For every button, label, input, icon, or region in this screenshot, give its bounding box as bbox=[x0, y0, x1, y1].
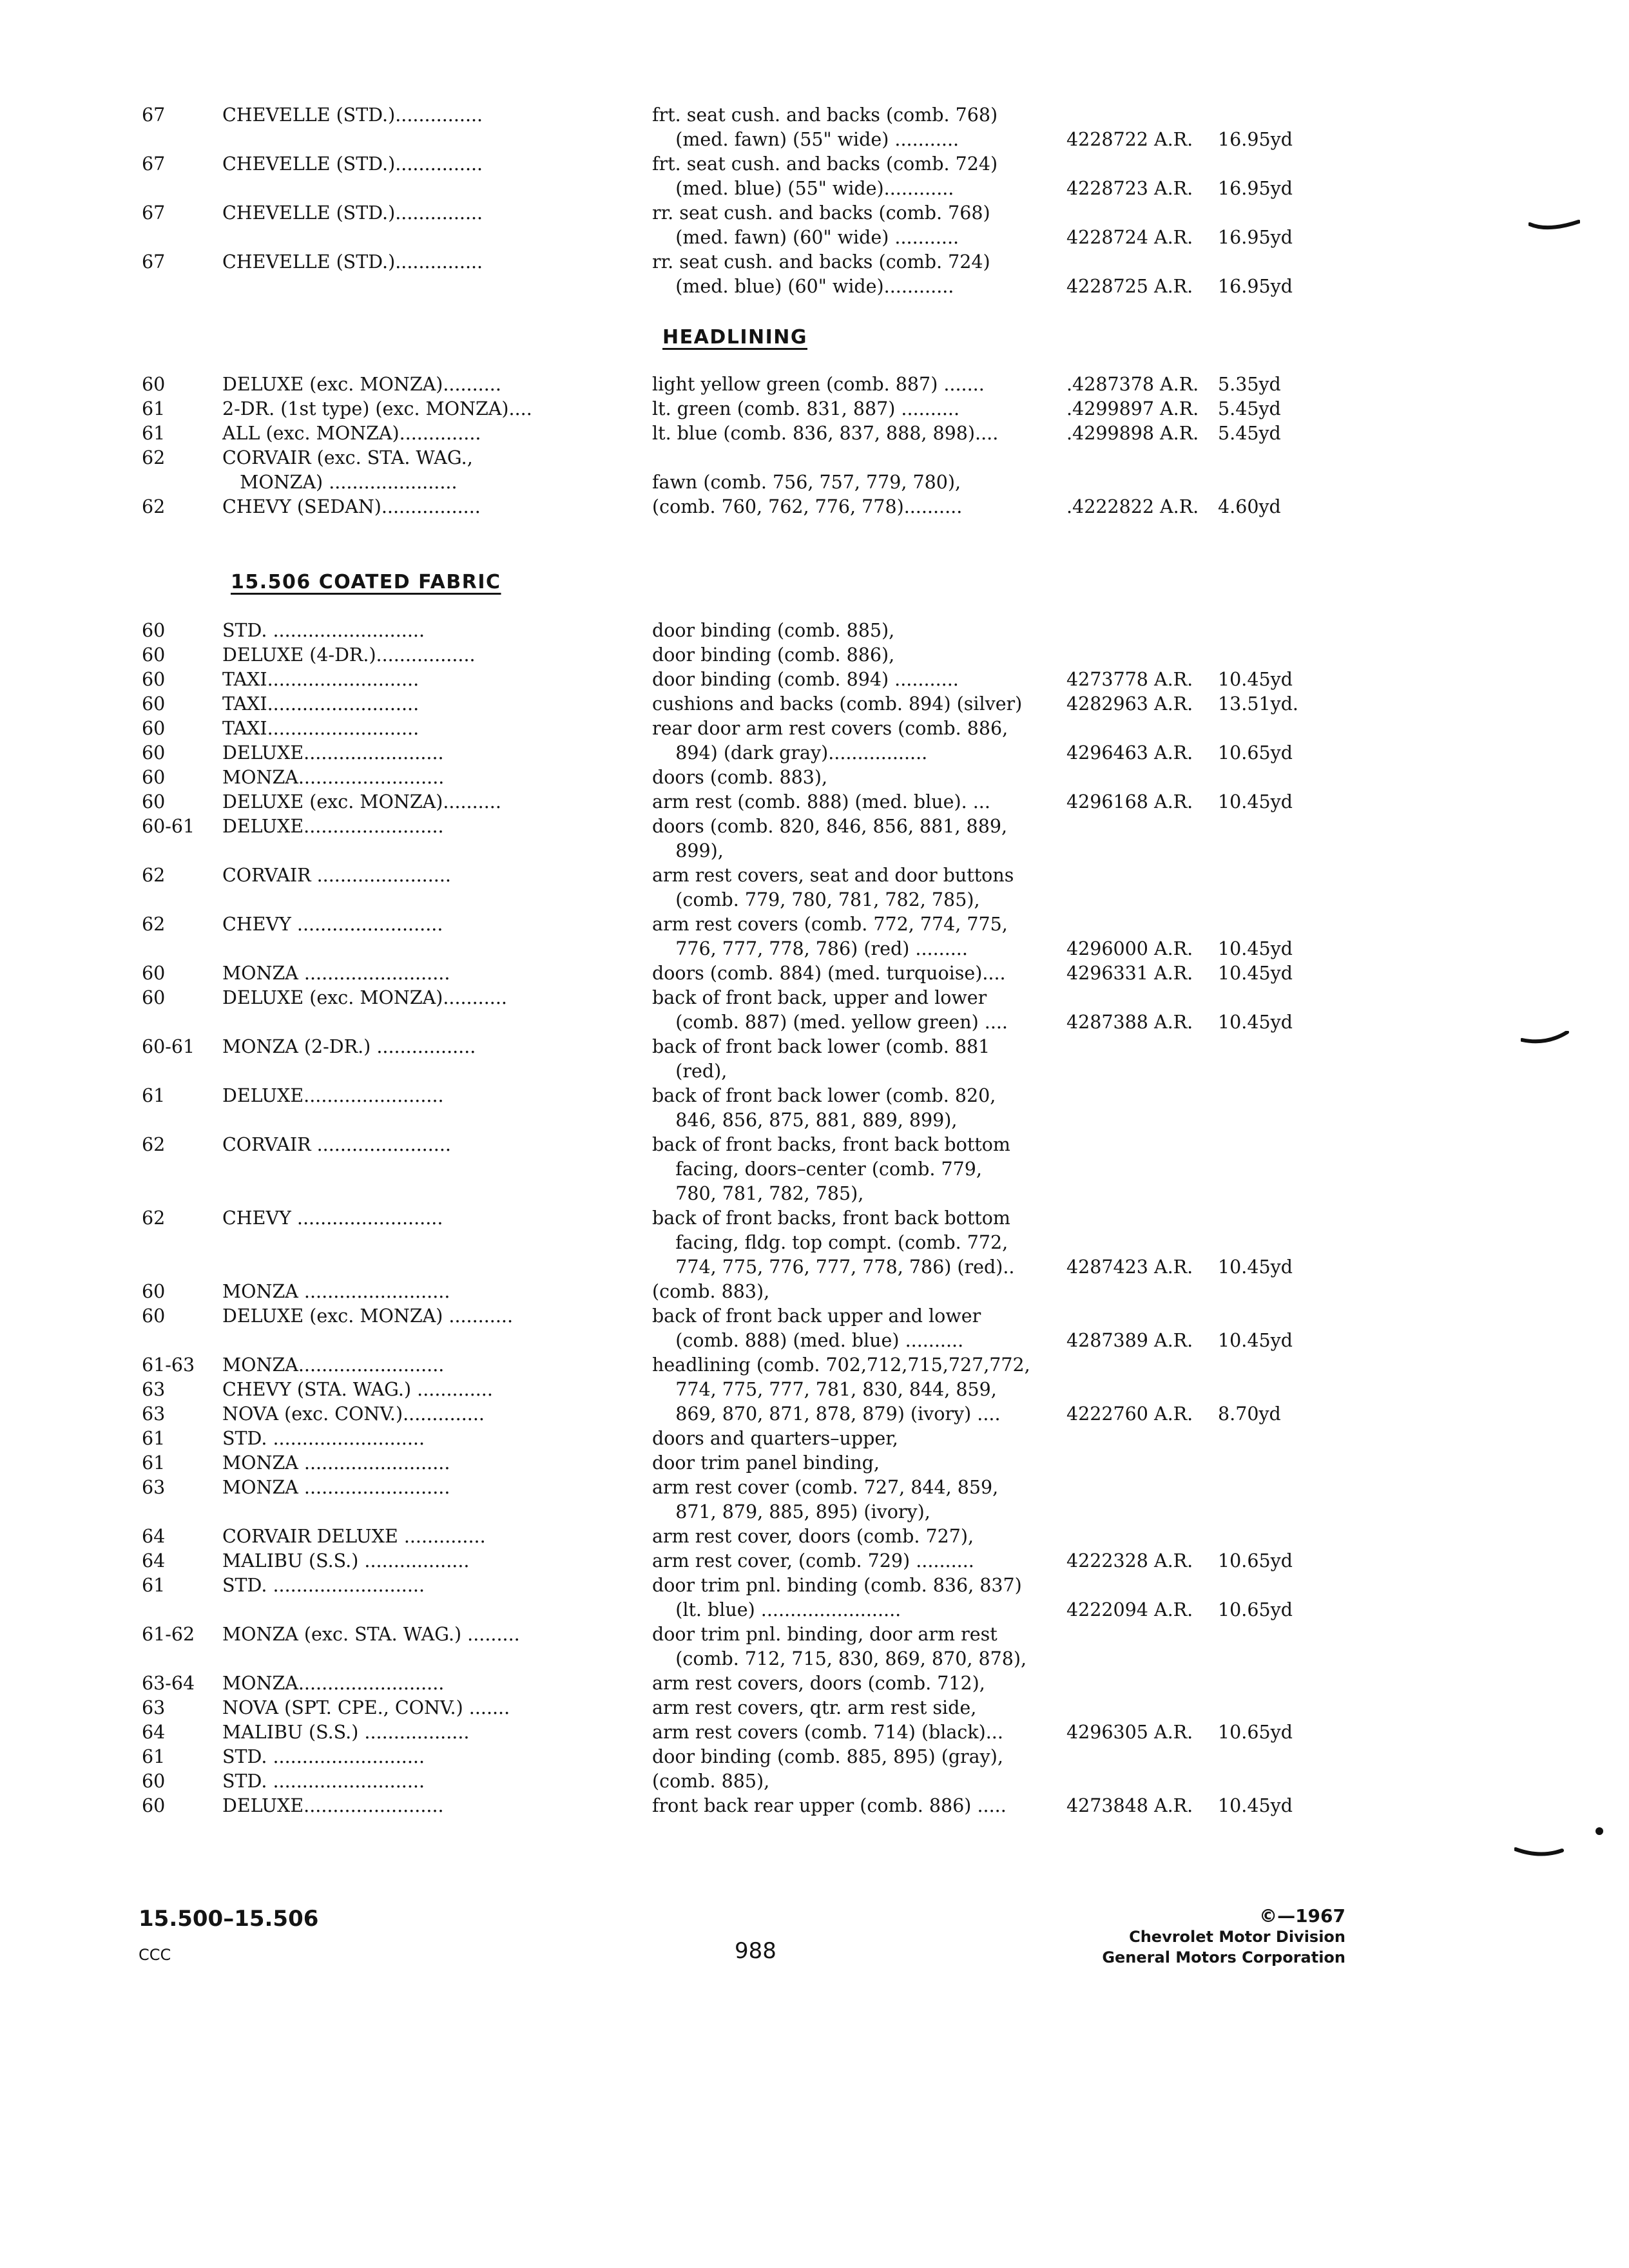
price-cell: 8.70yd bbox=[1218, 1403, 1281, 1425]
part-number-cell: .4222822 A.R. bbox=[1066, 496, 1199, 517]
description-cell: door trim pnl. binding (comb. 836, 837) bbox=[652, 1575, 1022, 1596]
model-cell: CORVAIR ....................... bbox=[222, 1134, 451, 1155]
year-cell: 60 bbox=[142, 374, 166, 395]
model-cell: TAXI.......................... bbox=[222, 693, 419, 715]
model-cell: STD. .......................... bbox=[222, 620, 425, 641]
description-cell: lt. blue (comb. 836, 837, 888, 898).... bbox=[652, 423, 999, 444]
price-cell: 5.35yd bbox=[1218, 374, 1281, 395]
description-cell: (lt. blue) ........................ bbox=[652, 1599, 901, 1620]
year-cell: 64 bbox=[142, 1526, 166, 1547]
description-cell: rr. seat cush. and backs (comb. 724) bbox=[652, 251, 990, 273]
description-cell: rr. seat cush. and backs (comb. 768) bbox=[652, 202, 990, 224]
price-cell: 5.45yd bbox=[1218, 423, 1281, 444]
price-cell: 10.65yd bbox=[1218, 1599, 1293, 1620]
description-cell: (comb. 760, 762, 776, 778).......... bbox=[652, 496, 963, 517]
year-cell: 63 bbox=[142, 1697, 166, 1718]
description-cell: 776, 777, 778, 786) (red) ......... bbox=[652, 938, 968, 959]
year-cell: 63 bbox=[142, 1379, 166, 1400]
catalog-code: CCC bbox=[139, 1946, 171, 1964]
description-cell: 846, 856, 875, 881, 889, 899), bbox=[652, 1110, 958, 1131]
description-cell: facing, doors–center (comb. 779, bbox=[652, 1158, 982, 1180]
description-cell: (comb. 883), bbox=[652, 1281, 770, 1302]
description-cell: front back rear upper (comb. 886) ..... bbox=[652, 1795, 1007, 1816]
description-cell: back of front backs, front back bottom bbox=[652, 1207, 1010, 1229]
price-cell: 10.65yd bbox=[1218, 1722, 1293, 1743]
year-cell: 60 bbox=[142, 669, 166, 690]
description-cell: door trim panel binding, bbox=[652, 1452, 880, 1474]
year-cell: 62 bbox=[142, 1207, 166, 1229]
description-cell: (comb. 888) (med. blue) .......... bbox=[652, 1330, 964, 1351]
price-cell: 13.51yd. bbox=[1218, 693, 1298, 715]
price-cell: 16.95yd bbox=[1218, 129, 1293, 150]
part-number-cell: 4273848 A.R. bbox=[1066, 1795, 1193, 1816]
description-cell: door binding (comb. 894) ........... bbox=[652, 669, 959, 690]
description-cell: (comb. 885), bbox=[652, 1771, 770, 1792]
year-cell: 61-62 bbox=[142, 1624, 195, 1645]
description-cell: 774, 775, 776, 777, 778, 786) (red).. bbox=[652, 1256, 1015, 1278]
part-number-cell: .4287378 A.R. bbox=[1066, 374, 1199, 395]
year-cell: 60 bbox=[142, 1281, 166, 1302]
model-cell: NOVA (exc. CONV.).............. bbox=[222, 1403, 485, 1425]
model-cell: MONZA (2-DR.) ................. bbox=[222, 1036, 476, 1057]
part-number-cell: 4287423 A.R. bbox=[1066, 1256, 1193, 1278]
year-cell: 60 bbox=[142, 791, 166, 812]
description-cell: arm rest covers, qtr. arm rest side, bbox=[652, 1697, 977, 1718]
scan-mark bbox=[1521, 1031, 1572, 1046]
description-cell: (red), bbox=[652, 1061, 728, 1082]
model-cell: DELUXE........................ bbox=[222, 1085, 444, 1106]
description-cell: (med. blue) (60" wide)............ bbox=[652, 276, 954, 297]
page-number: 988 bbox=[735, 1938, 776, 1964]
description-cell: doors (comb. 820, 846, 856, 881, 889, bbox=[652, 816, 1008, 837]
year-cell: 61 bbox=[142, 1746, 166, 1767]
corporation-name: General Motors Corporation bbox=[1102, 1948, 1345, 1966]
model-cell: STD. .......................... bbox=[222, 1771, 425, 1792]
model-cell: MONZA ......................... bbox=[222, 1477, 450, 1498]
description-cell: cushions and backs (comb. 894) (silver) bbox=[652, 693, 1023, 715]
price-cell: 10.45yd bbox=[1218, 938, 1293, 959]
description-cell: arm rest cover, doors (comb. 727), bbox=[652, 1526, 974, 1547]
year-cell: 61 bbox=[142, 1575, 166, 1596]
year-cell: 61 bbox=[142, 1428, 166, 1449]
copyright-year: ©—1967 bbox=[1259, 1905, 1345, 1927]
model-cell: STD. .......................... bbox=[222, 1428, 425, 1449]
description-cell: arm rest cover (comb. 727, 844, 859, bbox=[652, 1477, 999, 1498]
year-cell: 62 bbox=[142, 914, 166, 935]
description-cell: door binding (comb. 885, 895) (gray), bbox=[652, 1746, 1003, 1767]
model-cell: TAXI.......................... bbox=[222, 718, 419, 739]
model-cell: MONZA......................... bbox=[222, 767, 445, 788]
model-cell: MONZA) ...................... bbox=[222, 472, 458, 493]
year-cell: 60 bbox=[142, 963, 166, 984]
model-cell: CORVAIR DELUXE .............. bbox=[222, 1526, 486, 1547]
model-cell: CHEVY (SEDAN)................. bbox=[222, 496, 481, 517]
model-cell: MONZA ......................... bbox=[222, 963, 450, 984]
description-cell: light yellow green (comb. 887) ....... bbox=[652, 374, 985, 395]
model-cell: DELUXE........................ bbox=[222, 742, 444, 764]
price-cell: 16.95yd bbox=[1218, 276, 1293, 297]
description-cell: arm rest (comb. 888) (med. blue). ... bbox=[652, 791, 990, 812]
year-cell: 61-63 bbox=[142, 1354, 195, 1376]
part-number-cell: 4296331 A.R. bbox=[1066, 963, 1193, 984]
model-cell: STD. .......................... bbox=[222, 1746, 425, 1767]
model-cell: MALIBU (S.S.) .................. bbox=[222, 1722, 470, 1743]
description-cell: (med. blue) (55" wide)............ bbox=[652, 178, 954, 199]
description-cell: (med. fawn) (55" wide) ........... bbox=[652, 129, 959, 150]
part-number-cell: 4222328 A.R. bbox=[1066, 1550, 1193, 1571]
description-cell: 774, 775, 777, 781, 830, 844, 859, bbox=[652, 1379, 997, 1400]
part-number-cell: 4222760 A.R. bbox=[1066, 1403, 1193, 1425]
year-cell: 62 bbox=[142, 1134, 166, 1155]
description-cell: headlining (comb. 702,712,715,727,772, bbox=[652, 1354, 1030, 1376]
price-cell: 16.95yd bbox=[1218, 227, 1293, 248]
part-number-cell: 4228723 A.R. bbox=[1066, 178, 1193, 199]
year-cell: 60 bbox=[142, 1305, 166, 1327]
scan-mark bbox=[1514, 1844, 1566, 1860]
year-cell: 60 bbox=[142, 718, 166, 739]
year-cell: 61 bbox=[142, 423, 166, 444]
price-cell: 10.45yd bbox=[1218, 669, 1293, 690]
part-number-cell: 4287388 A.R. bbox=[1066, 1012, 1193, 1033]
year-cell: 62 bbox=[142, 496, 166, 517]
year-cell: 60 bbox=[142, 1795, 166, 1816]
part-number-cell: 4273778 A.R. bbox=[1066, 669, 1193, 690]
description-cell: arm rest covers (comb. 714) (black)... bbox=[652, 1722, 1003, 1743]
year-cell: 60 bbox=[142, 742, 166, 764]
part-number-cell: 4296463 A.R. bbox=[1066, 742, 1193, 764]
description-cell: arm rest covers (comb. 772, 774, 775, bbox=[652, 914, 1008, 935]
price-cell: 10.45yd bbox=[1218, 963, 1293, 984]
description-cell: 894) (dark gray)................. bbox=[652, 742, 928, 764]
price-cell: 10.65yd bbox=[1218, 1550, 1293, 1571]
description-cell: (comb. 887) (med. yellow green) .... bbox=[652, 1012, 1008, 1033]
year-cell: 63 bbox=[142, 1403, 166, 1425]
price-cell: 5.45yd bbox=[1218, 398, 1281, 419]
model-cell: DELUXE........................ bbox=[222, 816, 444, 837]
price-cell: 4.60yd bbox=[1218, 496, 1281, 517]
description-cell: (comb. 712, 715, 830, 869, 870, 878), bbox=[652, 1648, 1027, 1669]
description-cell: (med. fawn) (60" wide) ........... bbox=[652, 227, 959, 248]
model-cell: CORVAIR ....................... bbox=[222, 865, 451, 886]
description-cell: 869, 870, 871, 878, 879) (ivory) .... bbox=[652, 1403, 1001, 1425]
year-cell: 61 bbox=[142, 1085, 166, 1106]
model-cell: CORVAIR (exc. STA. WAG., bbox=[222, 447, 473, 468]
model-cell: DELUXE (exc. MONZA).......... bbox=[222, 374, 501, 395]
section-range: 15.500–15.506 bbox=[139, 1906, 319, 1932]
model-cell: TAXI.......................... bbox=[222, 669, 419, 690]
description-cell: door binding (comb. 885), bbox=[652, 620, 895, 641]
part-number-cell: 4228724 A.R. bbox=[1066, 227, 1193, 248]
model-cell: MONZA......................... bbox=[222, 1354, 445, 1376]
description-cell: back of front backs, front back bottom bbox=[652, 1134, 1010, 1155]
description-cell: (comb. 779, 780, 781, 782, 785), bbox=[652, 889, 980, 910]
description-cell: facing, fldg. top compt. (comb. 772, bbox=[652, 1232, 1008, 1253]
description-cell: arm rest cover, (comb. 729) .......... bbox=[652, 1550, 974, 1571]
part-number-cell: 4296168 A.R. bbox=[1066, 791, 1193, 812]
model-cell: CHEVY ......................... bbox=[222, 1207, 443, 1229]
part-number-cell: 4282963 A.R. bbox=[1066, 693, 1193, 715]
year-cell: 60 bbox=[142, 644, 166, 666]
description-cell: 871, 879, 885, 895) (ivory), bbox=[652, 1501, 930, 1523]
model-cell: 2-DR. (1st type) (exc. MONZA).... bbox=[222, 398, 532, 419]
model-cell: NOVA (SPT. CPE., CONV.) ....... bbox=[222, 1697, 510, 1718]
model-cell: CHEVELLE (STD.)............... bbox=[222, 153, 483, 175]
part-number-cell: 4296000 A.R. bbox=[1066, 938, 1193, 959]
model-cell: MONZA ......................... bbox=[222, 1281, 450, 1302]
price-cell: 10.45yd bbox=[1218, 1330, 1293, 1351]
model-cell: MALIBU (S.S.) .................. bbox=[222, 1550, 470, 1571]
price-cell: 10.45yd bbox=[1218, 791, 1293, 812]
description-cell: fawn (comb. 756, 757, 779, 780), bbox=[652, 472, 961, 493]
year-cell: 67 bbox=[142, 104, 166, 126]
description-cell: lt. green (comb. 831, 887) .......... bbox=[652, 398, 960, 419]
year-cell: 60-61 bbox=[142, 816, 195, 837]
model-cell: STD. .......................... bbox=[222, 1575, 425, 1596]
description-cell: doors (comb. 883), bbox=[652, 767, 828, 788]
description-cell: rear door arm rest covers (comb. 886, bbox=[652, 718, 1008, 739]
scan-mark bbox=[1528, 218, 1580, 233]
division-name: Chevrolet Motor Division bbox=[1129, 1928, 1345, 1946]
part-number-cell: 4287389 A.R. bbox=[1066, 1330, 1193, 1351]
model-cell: MONZA......................... bbox=[222, 1673, 445, 1694]
description-cell: door binding (comb. 886), bbox=[652, 644, 895, 666]
price-cell: 16.95yd bbox=[1218, 178, 1293, 199]
year-cell: 67 bbox=[142, 153, 166, 175]
description-cell: arm rest covers, seat and door buttons bbox=[652, 865, 1014, 886]
part-number-cell: 4296305 A.R. bbox=[1066, 1722, 1193, 1743]
headlining-heading: HEADLINING bbox=[662, 326, 807, 349]
description-cell: doors and quarters–upper, bbox=[652, 1428, 898, 1449]
year-cell: 62 bbox=[142, 865, 166, 886]
year-cell: 63-64 bbox=[142, 1673, 195, 1694]
year-cell: 61 bbox=[142, 1452, 166, 1474]
model-cell: CHEVY (STA. WAG.) ............. bbox=[222, 1379, 493, 1400]
year-cell: 60 bbox=[142, 693, 166, 715]
year-cell: 60 bbox=[142, 767, 166, 788]
description-cell: back of front back, upper and lower bbox=[652, 987, 987, 1008]
year-cell: 64 bbox=[142, 1550, 166, 1571]
part-number-cell: 4222094 A.R. bbox=[1066, 1599, 1193, 1620]
description-cell: back of front back lower (comb. 820, bbox=[652, 1085, 996, 1106]
year-cell: 60-61 bbox=[142, 1036, 195, 1057]
scan-dot bbox=[1592, 1823, 1607, 1839]
model-cell: CHEVY ......................... bbox=[222, 914, 443, 935]
description-cell: doors (comb. 884) (med. turquoise).... bbox=[652, 963, 1006, 984]
coated-fabric-heading: 15.506 COATED FABRIC bbox=[231, 571, 501, 593]
year-cell: 67 bbox=[142, 202, 166, 224]
model-cell: DELUXE (exc. MONZA) ........... bbox=[222, 1305, 514, 1327]
year-cell: 63 bbox=[142, 1477, 166, 1498]
price-cell: 10.45yd bbox=[1218, 1256, 1293, 1278]
part-number-cell: 4228725 A.R. bbox=[1066, 276, 1193, 297]
description-cell: 899), bbox=[652, 840, 724, 861]
year-cell: 62 bbox=[142, 447, 166, 468]
model-cell: ALL (exc. MONZA).............. bbox=[222, 423, 481, 444]
year-cell: 60 bbox=[142, 1771, 166, 1792]
description-cell: frt. seat cush. and backs (comb. 768) bbox=[652, 104, 998, 126]
year-cell: 61 bbox=[142, 398, 166, 419]
model-cell: CHEVELLE (STD.)............... bbox=[222, 202, 483, 224]
description-cell: door trim pnl. binding, door arm rest bbox=[652, 1624, 998, 1645]
part-number-cell: .4299898 A.R. bbox=[1066, 423, 1199, 444]
price-cell: 10.45yd bbox=[1218, 1795, 1293, 1816]
model-cell: CHEVELLE (STD.)............... bbox=[222, 104, 483, 126]
year-cell: 60 bbox=[142, 620, 166, 641]
description-cell: frt. seat cush. and backs (comb. 724) bbox=[652, 153, 998, 175]
year-cell: 67 bbox=[142, 251, 166, 273]
part-number-cell: .4299897 A.R. bbox=[1066, 398, 1199, 419]
year-cell: 60 bbox=[142, 987, 166, 1008]
description-cell: back of front back lower (comb. 881 bbox=[652, 1036, 990, 1057]
year-cell: 64 bbox=[142, 1722, 166, 1743]
description-cell: 780, 781, 782, 785), bbox=[652, 1183, 864, 1204]
model-cell: MONZA (exc. STA. WAG.) ......... bbox=[222, 1624, 520, 1645]
part-number-cell: 4228722 A.R. bbox=[1066, 129, 1193, 150]
model-cell: DELUXE (exc. MONZA).......... bbox=[222, 791, 501, 812]
price-cell: 10.45yd bbox=[1218, 1012, 1293, 1033]
model-cell: CHEVELLE (STD.)............... bbox=[222, 251, 483, 273]
copyright-block bbox=[1102, 1906, 1345, 1968]
price-cell: 10.65yd bbox=[1218, 742, 1293, 764]
description-cell: back of front back upper and lower bbox=[652, 1305, 981, 1327]
description-cell: arm rest covers, doors (comb. 712), bbox=[652, 1673, 985, 1694]
model-cell: DELUXE (4-DR.)................. bbox=[222, 644, 476, 666]
model-cell: MONZA ......................... bbox=[222, 1452, 450, 1474]
model-cell: DELUXE (exc. MONZA)........... bbox=[222, 987, 507, 1008]
model-cell: DELUXE........................ bbox=[222, 1795, 444, 1816]
